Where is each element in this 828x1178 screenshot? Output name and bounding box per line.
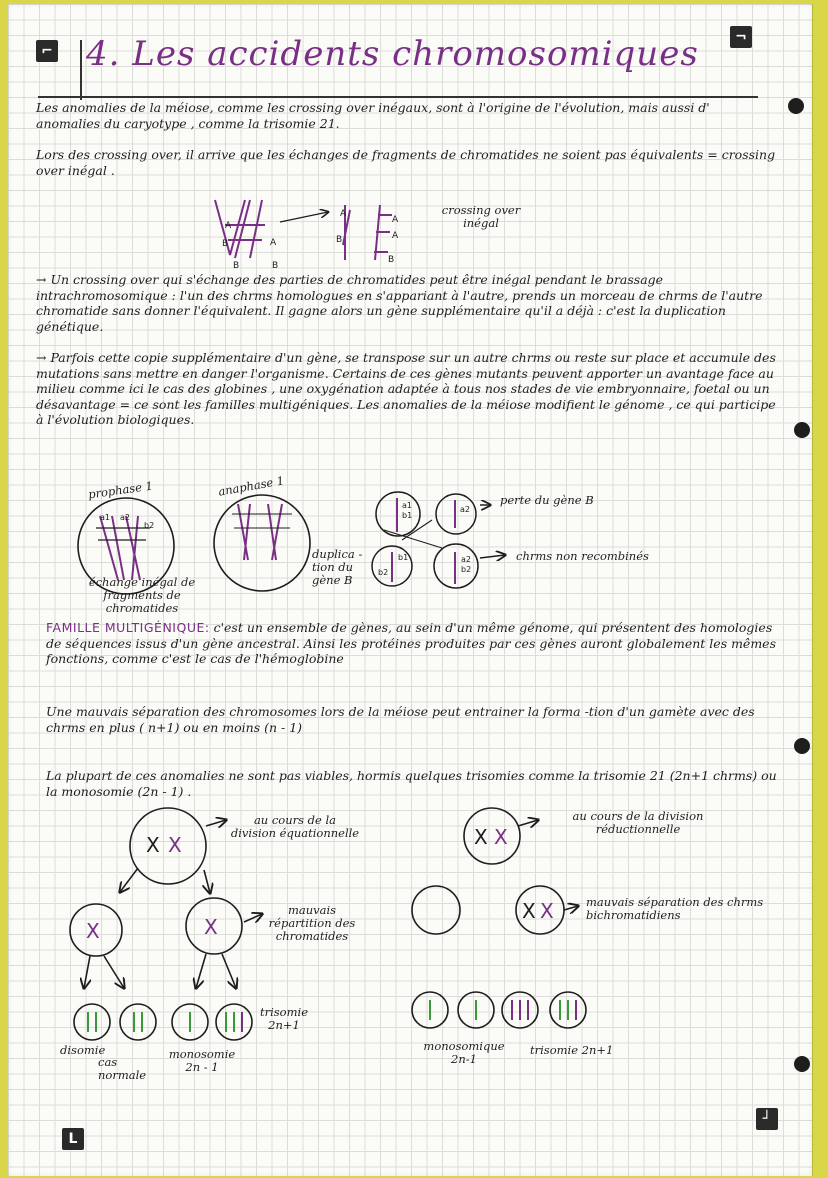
crossing-over-arrow xyxy=(280,212,328,222)
multigenic-heading: FAMILLE MULTIGÉNIQUE: xyxy=(46,620,210,635)
svg-text:b1: b1 xyxy=(402,511,413,520)
body-paragraph-1: → Un crossing over qui s'échange des parties de chromatides peut être inégal pendant le brassage intrachromosomique : l'un des chrms homologues en s'appariant à l'autre, prends un morceau de chrms de l'autre chromatide sans donner l'équivalent. Il gagne alors un gène supplémentaire qu'il a déjà : c'est la duplication génétique. xyxy=(36,272,763,334)
svg-text:A: A xyxy=(270,238,277,248)
monosomy-left-label: monosomie 2n - 1 xyxy=(168,1047,236,1074)
normal-case-label: cas normale xyxy=(98,1055,147,1082)
svg-text:a1: a1 xyxy=(100,513,110,522)
svg-text:b1: b1 xyxy=(398,553,409,562)
svg-text:a1: a1 xyxy=(402,501,412,510)
svg-text:X: X xyxy=(168,833,182,857)
body-paragraph-2: → Parfois cette copie supplémentaire d'un gène, se transpose sur un autre chrms ou reste sur place et accumule des mutations sans mettre en danger l'organisme. Certains de ces gènes mutants peuvent apporter un avantage face au milieu comme ici le cas des globines , une oxygénation adaptée à tous nos stades de vie embryonnaire, foetal ou un désavantage = ce sont les familles multigéniques. Les anomalies de la méiose modifient le génome , ce qui participe à l'évolution biologiques. xyxy=(36,350,776,427)
monosomic-right-label: monosomique 2n-1 xyxy=(423,1039,505,1066)
duplication-label: duplica -tion du gène B xyxy=(312,547,363,587)
bichromatid-misseparation-label: mauvais séparation des chrms bichromatidiens xyxy=(586,895,764,922)
anaphase-cell xyxy=(214,495,310,591)
svg-text:B: B xyxy=(233,261,240,271)
gene-letters xyxy=(100,501,471,577)
anaphase-label: anaphase 1 xyxy=(217,473,286,499)
svg-text:X: X xyxy=(146,833,160,857)
svg-text:A: A xyxy=(225,221,232,231)
svg-text:X: X xyxy=(474,825,488,849)
crossing-over-caption: crossing over inégal xyxy=(441,203,521,230)
unequal-exchange-label: échange inégal de fragments de chromatides xyxy=(88,575,196,615)
svg-text:A: A xyxy=(392,231,399,241)
intro-paragraph-1: Les anomalies de la méiose, comme les crossing over inégaux, sont à l'origine de l'évolution, mais aussi d' anomalies du caryotype , comme la trisomie 21. xyxy=(36,100,710,131)
page-title: 4. Les accidents chromosomiques xyxy=(86,34,699,74)
svg-text:a2: a2 xyxy=(461,555,471,564)
intro-paragraph-2: Lors des crossing over, il arrive que les échanges de fragments de chromatides ne soient pas équivalents = crossing over inégal . xyxy=(36,147,776,178)
disomy-label: disomie xyxy=(60,1043,106,1057)
svg-text:X: X xyxy=(86,919,100,943)
svg-text:b2: b2 xyxy=(461,565,472,574)
svg-text:A: A xyxy=(340,209,347,219)
corner-marker-bottom-right: ┘ xyxy=(756,1108,778,1130)
chromatid-misdistribution-label: mauvais répartition des chromatides xyxy=(268,903,356,943)
svg-text:a2: a2 xyxy=(120,513,130,522)
corner-marker-top-left: ⌐ xyxy=(36,40,58,62)
separation-paragraph-2: La plupart de ces anomalies ne sont pas viables, hormis quelques trisomies comme la trisomie 21 (2n+1 chrms) ou la monosomie (2n - 1) . xyxy=(46,768,777,799)
svg-text:X: X xyxy=(540,899,554,923)
trisomy-left-label: trisomie 2n+1 xyxy=(259,1005,308,1032)
chromosome-marks xyxy=(86,825,576,1032)
svg-text:B: B xyxy=(336,235,343,245)
svg-text:B: B xyxy=(388,255,395,265)
corner-marker-top-right: ¬ xyxy=(730,26,752,48)
svg-text:X: X xyxy=(494,825,508,849)
reductional-division-label: au cours de la division réductionnelle xyxy=(572,809,704,836)
svg-text:a2: a2 xyxy=(460,505,470,514)
corner-marker-bottom-left: L xyxy=(62,1128,84,1150)
gene-loss-label: perte du gène B xyxy=(500,493,594,507)
trisomy-right-label: trisomie 2n+1 xyxy=(530,1043,614,1057)
unrecombined-label: chrms non recombinés xyxy=(516,549,649,563)
svg-text:B: B xyxy=(272,261,279,271)
svg-text:A: A xyxy=(392,215,399,225)
multigenic-definition: c'est un ensemble de gènes, au sein d'un même génome, qui présentent des homologies de séquences issus d'un gène ancestral. Ainsi les protéines produites par ces gènes auront globalement les mêmes fonctions, comme c'est le cas de l'hémoglobine xyxy=(46,620,776,666)
crossing-over-diagram xyxy=(215,200,392,260)
svg-text:X: X xyxy=(204,915,218,939)
svg-text:B: B xyxy=(222,239,229,249)
svg-text:b2: b2 xyxy=(144,521,155,530)
equational-division-label: au cours de la division équationnelle xyxy=(230,813,360,840)
separation-paragraph-1: Une mauvais séparation des chromosomes lors de la méiose peut entrainer la forma -tion d'un gamète avec des chrms en plus ( n+1) ou en moins (n - 1) xyxy=(46,704,755,735)
svg-text:b2: b2 xyxy=(378,568,389,577)
prophase-label: prophase 1 xyxy=(87,478,154,502)
svg-text:X: X xyxy=(522,899,536,923)
